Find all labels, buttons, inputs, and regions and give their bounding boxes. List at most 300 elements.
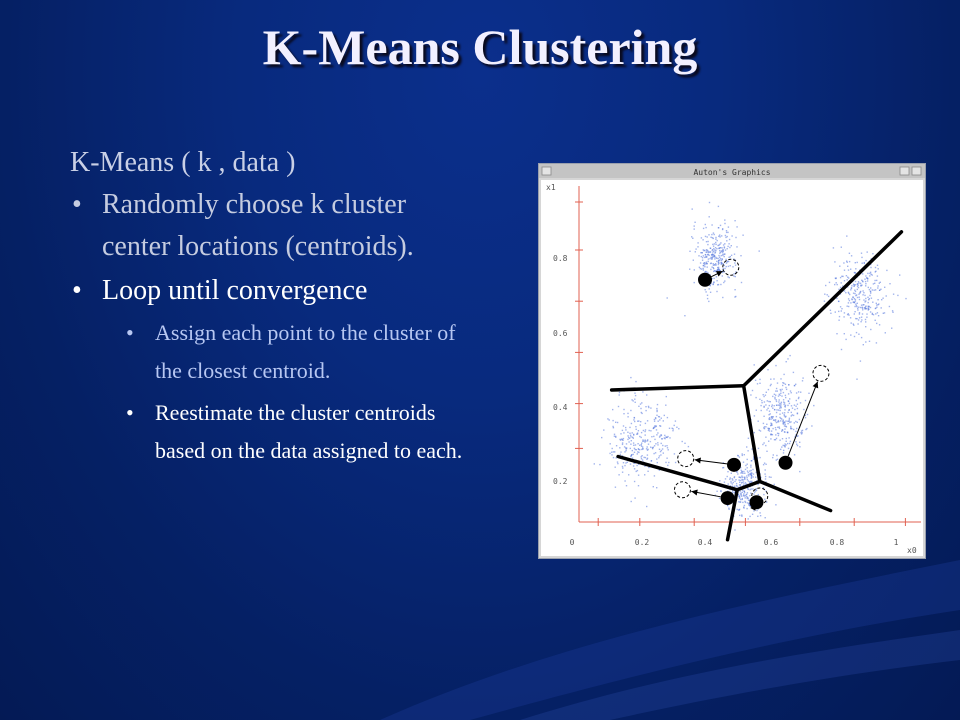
scatter-point [745, 502, 746, 503]
scatter-point [854, 313, 855, 314]
scatter-point [627, 432, 628, 433]
scatter-point [636, 434, 637, 435]
scatter-point [850, 289, 851, 290]
scatter-point [799, 446, 800, 447]
scatter-point [708, 261, 709, 262]
scatter-point [716, 261, 717, 262]
scatter-point [728, 509, 729, 510]
scatter-point [703, 265, 704, 266]
scatter-point [656, 410, 657, 411]
scatter-point [632, 450, 633, 451]
scatter-point [750, 473, 751, 474]
scatter-point [727, 248, 728, 249]
scatter-point [641, 449, 642, 450]
scatter-point [855, 295, 856, 296]
scatter-point [771, 417, 772, 418]
scatter-point [613, 457, 614, 458]
scatter-point [876, 323, 877, 324]
scatter-point [862, 294, 863, 295]
x-tick-label: 1 [893, 538, 899, 547]
scatter-point [739, 497, 740, 498]
scatter-point [846, 235, 847, 236]
scatter-point [843, 316, 844, 317]
scatter-point [857, 262, 858, 263]
scatter-point [713, 232, 714, 233]
scatter-point [860, 307, 861, 308]
scatter-point [878, 303, 879, 304]
scatter-point [647, 420, 648, 421]
scatter-point [712, 250, 713, 251]
scatter-point [774, 484, 775, 485]
scatter-point [789, 443, 790, 444]
scatter-point [857, 323, 858, 324]
scatter-point [610, 443, 611, 444]
scatter-point [892, 310, 893, 311]
scatter-point [756, 510, 757, 511]
scatter-point [865, 306, 866, 307]
scatter-point [783, 383, 784, 384]
scatter-point [717, 258, 718, 259]
scatter-point [837, 284, 838, 285]
scatter-point [789, 398, 790, 399]
x-tick-label: 0.4 [697, 538, 713, 547]
scatter-point [778, 395, 779, 396]
scatter-point [873, 283, 874, 284]
scatter-point [724, 223, 725, 224]
scatter-point [747, 470, 748, 471]
scatter-point [641, 458, 642, 459]
scatter-point [723, 263, 724, 264]
scatter-point [745, 495, 746, 496]
scatter-point [721, 235, 722, 236]
scatter-point [869, 289, 870, 290]
scatter-point [647, 450, 648, 451]
scatter-point [717, 284, 718, 285]
scatter-point [776, 412, 777, 413]
scatter-point [633, 445, 634, 446]
scatter-point [718, 236, 719, 237]
scatter-point [715, 263, 716, 264]
scatter-point [694, 269, 695, 270]
scatter-point [789, 418, 790, 419]
scatter-point [716, 276, 717, 277]
scatter-point [709, 252, 710, 253]
scatter-point [800, 432, 801, 433]
scatter-point [776, 455, 777, 456]
scatter-point [654, 439, 655, 440]
scatter-point [868, 306, 869, 307]
scatter-point [742, 502, 743, 503]
scatter-point [779, 414, 780, 415]
scatter-point [866, 317, 867, 318]
scatter-point [644, 474, 645, 475]
scatter-point [701, 252, 702, 253]
scatter-point [663, 420, 664, 421]
scatter-point [711, 258, 712, 259]
scatter-point [695, 251, 696, 252]
scatter-point [854, 336, 855, 337]
scatter-point [647, 471, 648, 472]
scatter-point [770, 384, 771, 385]
scatter-point [740, 472, 741, 473]
scatter-point [764, 463, 765, 464]
scatter-point [873, 314, 874, 315]
scatter-point [712, 251, 713, 252]
scatter-point [655, 418, 656, 419]
scatter-point [877, 299, 878, 300]
scatter-point [638, 485, 639, 486]
scatter-point [705, 254, 706, 255]
scatter-point [767, 369, 768, 370]
scatter-point [782, 429, 783, 430]
scatter-point [776, 438, 777, 439]
scatter-point [765, 517, 766, 518]
scatter-point [736, 486, 737, 487]
scatter-point [662, 445, 663, 446]
scatter-point [622, 430, 623, 431]
scatter-point [855, 300, 856, 301]
bullet-loop [70, 270, 470, 312]
scatter-point [861, 253, 862, 254]
scatter-point [796, 400, 797, 401]
scatter-point [642, 459, 643, 460]
scatter-point [704, 266, 705, 267]
scatter-point [848, 277, 849, 278]
scatter-point [724, 243, 725, 244]
scatter-point [656, 458, 657, 459]
scatter-point [868, 287, 869, 288]
scatter-point [639, 449, 640, 450]
scatter-point [859, 299, 860, 300]
scatter-point [782, 385, 783, 386]
scatter-point [716, 291, 717, 292]
scatter-point [642, 391, 643, 392]
scatter-point [743, 507, 744, 508]
scatter-point [746, 477, 747, 478]
bullet-glyph: • [72, 189, 82, 220]
scatter-point [634, 481, 635, 482]
scatter-point [630, 456, 631, 457]
scatter-point [708, 234, 709, 235]
scatter-point [868, 308, 869, 309]
scatter-point [785, 405, 786, 406]
scatter-point [705, 256, 706, 257]
scatter-point [771, 406, 772, 407]
scatter-point [734, 220, 735, 221]
scatter-point [749, 495, 750, 496]
scatter-point [770, 434, 771, 435]
sub-bullet-assign [70, 314, 470, 390]
scatter-point [623, 425, 624, 426]
scatter-point [759, 457, 760, 458]
window-minimize-button[interactable] [900, 167, 909, 175]
scatter-point [751, 472, 752, 473]
scatter-point [855, 262, 856, 263]
scatter-point [701, 268, 702, 269]
scatter-point [853, 302, 854, 303]
y-tick-label: 0.2 [553, 477, 568, 486]
scatter-point [640, 403, 641, 404]
scatter-point [759, 512, 760, 513]
scatter-point [785, 426, 786, 427]
scatter-point [613, 451, 614, 452]
scatter-point [835, 311, 836, 312]
scatter-point [854, 290, 855, 291]
scatter-point [729, 247, 730, 248]
scatter-point [796, 392, 797, 393]
scatter-point [781, 389, 782, 390]
scatter-point [841, 308, 842, 309]
scatter-point [748, 472, 749, 473]
scatter-point [724, 219, 725, 220]
scatter-point [865, 300, 866, 301]
scatter-point [855, 291, 856, 292]
scatter-point [648, 444, 649, 445]
scatter-point [750, 394, 751, 395]
scatter-point [751, 470, 752, 471]
scatter-point [645, 429, 646, 430]
scatter-point [770, 418, 771, 419]
scatter-point [707, 236, 708, 237]
scatter-point [825, 285, 826, 286]
scatter-point [627, 413, 628, 414]
scatter-point [708, 258, 709, 259]
scatter-point [788, 393, 789, 394]
scatter-point [750, 466, 751, 467]
scatter-point [703, 250, 704, 251]
scatter-point [851, 285, 852, 286]
scatter-point [858, 307, 859, 308]
scatter-point [744, 473, 745, 474]
scatter-point [721, 247, 722, 248]
scatter-point [714, 252, 715, 253]
scatter-point [876, 304, 877, 305]
scatter-point [763, 394, 764, 395]
scatter-point [720, 242, 721, 243]
scatter-point [718, 264, 719, 265]
scatter-point [743, 493, 744, 494]
scatter-point [862, 273, 863, 274]
scatter-point [857, 309, 858, 310]
scatter-point [609, 419, 610, 420]
scatter-point [630, 435, 631, 436]
scatter-point [654, 475, 655, 476]
scatter-point [634, 468, 635, 469]
bullet-text: Randomly choose k cluster center locations (centroids). [102, 189, 414, 262]
window-menu-button[interactable] [542, 167, 551, 175]
scatter-point [715, 264, 716, 265]
scatter-point [628, 474, 629, 475]
scatter-point [775, 439, 776, 440]
scatter-point [779, 399, 780, 400]
scatter-point [741, 482, 742, 483]
scatter-point [856, 379, 857, 380]
scatter-point [632, 432, 633, 433]
scatter-point [775, 395, 776, 396]
bullet-randomly-choose [70, 184, 470, 268]
scatter-point [859, 313, 860, 314]
scatter-point [861, 337, 862, 338]
scatter-point [714, 270, 715, 271]
scatter-point [684, 443, 685, 444]
scatter-point [694, 282, 695, 283]
scatter-point [872, 289, 873, 290]
scatter-point [867, 251, 868, 252]
scatter-point [763, 416, 764, 417]
scatter-point [656, 487, 657, 488]
scatter-point [853, 293, 854, 294]
scatter-point [772, 404, 773, 405]
scatter-point [707, 298, 708, 299]
scatter-point [765, 469, 766, 470]
scatter-point [772, 408, 773, 409]
scatter-point [795, 384, 796, 385]
scatter-point [630, 436, 631, 437]
scatter-point [784, 415, 785, 416]
scatter-point [763, 464, 764, 465]
scatter-point [765, 478, 766, 479]
scatter-point [857, 289, 858, 290]
scatter-point [862, 307, 863, 308]
scatter-point [737, 471, 738, 472]
scatter-point [897, 295, 898, 296]
scatter-point [720, 225, 721, 226]
scatter-point [657, 404, 658, 405]
scatter-point [669, 428, 670, 429]
scatter-point [747, 464, 748, 465]
scatter-point [641, 437, 642, 438]
scatter-point [659, 436, 660, 437]
scatter-point [854, 285, 855, 286]
scatter-point [643, 440, 644, 441]
window-maximize-button[interactable] [912, 167, 921, 175]
scatter-point [654, 419, 655, 420]
scatter-point [772, 418, 773, 419]
scatter-point [776, 459, 777, 460]
scatter-point [732, 479, 733, 480]
scatter-point [653, 436, 654, 437]
scatter-point [629, 438, 630, 439]
scatter-point [877, 265, 878, 266]
scatter-point [859, 317, 860, 318]
scatter-point [699, 267, 700, 268]
scatter-point [713, 238, 714, 239]
scatter-point [717, 240, 718, 241]
scatter-point [650, 407, 651, 408]
scatter-point [784, 409, 785, 410]
scatter-point [891, 328, 892, 329]
scatter-point [754, 432, 755, 433]
scatter-point [748, 474, 749, 475]
scatter-point [702, 260, 703, 261]
scatter-point [899, 274, 900, 275]
scatter-point [635, 444, 636, 445]
scatter-point [779, 417, 780, 418]
scatter-point [724, 246, 725, 247]
scatter-point [751, 460, 752, 461]
scatter-point [787, 412, 788, 413]
scatter-point [801, 433, 802, 434]
scatter-point [784, 412, 785, 413]
old-centroid [721, 491, 735, 505]
scatter-point [719, 234, 720, 235]
scatter-point [645, 423, 646, 424]
scatter-point [702, 239, 703, 240]
scatter-point [713, 248, 714, 249]
scatter-point [707, 241, 708, 242]
scatter-point [668, 449, 669, 450]
scatter-point [835, 278, 836, 279]
scatter-point [689, 251, 690, 252]
scatter-point [838, 311, 839, 312]
scatter-point [777, 427, 778, 428]
scatter-point [768, 441, 769, 442]
scatter-point [777, 459, 778, 460]
scatter-point [703, 255, 704, 256]
scatter-point [753, 459, 754, 460]
scatter-point [753, 510, 754, 511]
scatter-point [864, 263, 865, 264]
scatter-point [765, 404, 766, 405]
scatter-point [878, 315, 879, 316]
scatter-point [650, 447, 651, 448]
scatter-point [631, 399, 632, 400]
scatter-point [714, 264, 715, 265]
scatter-point [811, 425, 812, 426]
scatter-point [625, 462, 626, 463]
scatter-point [794, 409, 795, 410]
scatter-point [862, 280, 863, 281]
scatter-point [777, 421, 778, 422]
scatter-point [855, 318, 856, 319]
scatter-point [726, 240, 727, 241]
scatter-point [751, 488, 752, 489]
scatter-point [730, 265, 731, 266]
scatter-point [744, 505, 745, 506]
scatter-point [768, 401, 769, 402]
scatter-point [646, 448, 647, 449]
scatter-point [795, 406, 796, 407]
scatter-point [745, 497, 746, 498]
scatter-point [788, 448, 789, 449]
scatter-point [776, 388, 777, 389]
scatter-point [661, 443, 662, 444]
scatter-point [669, 437, 670, 438]
scatter-point [709, 288, 710, 289]
scatter-point [692, 208, 693, 209]
scatter-point [717, 269, 718, 270]
scatter-point [616, 445, 617, 446]
scatter-point [722, 297, 723, 298]
scatter-point [698, 255, 699, 256]
scatter-point [849, 300, 850, 301]
scatter-point [849, 261, 850, 262]
scatter-point [755, 490, 756, 491]
scatter-point [785, 420, 786, 421]
scatter-point [863, 299, 864, 300]
scatter-point [774, 420, 775, 421]
scatter-point [718, 227, 719, 228]
scatter-point [714, 258, 715, 259]
scatter-point [665, 445, 666, 446]
scatter-point [624, 480, 625, 481]
scatter-point [617, 422, 618, 423]
scatter-point [763, 396, 764, 397]
scatter-point [725, 235, 726, 236]
scatter-point [623, 413, 624, 414]
scatter-point [792, 408, 793, 409]
scatter-point [851, 255, 852, 256]
